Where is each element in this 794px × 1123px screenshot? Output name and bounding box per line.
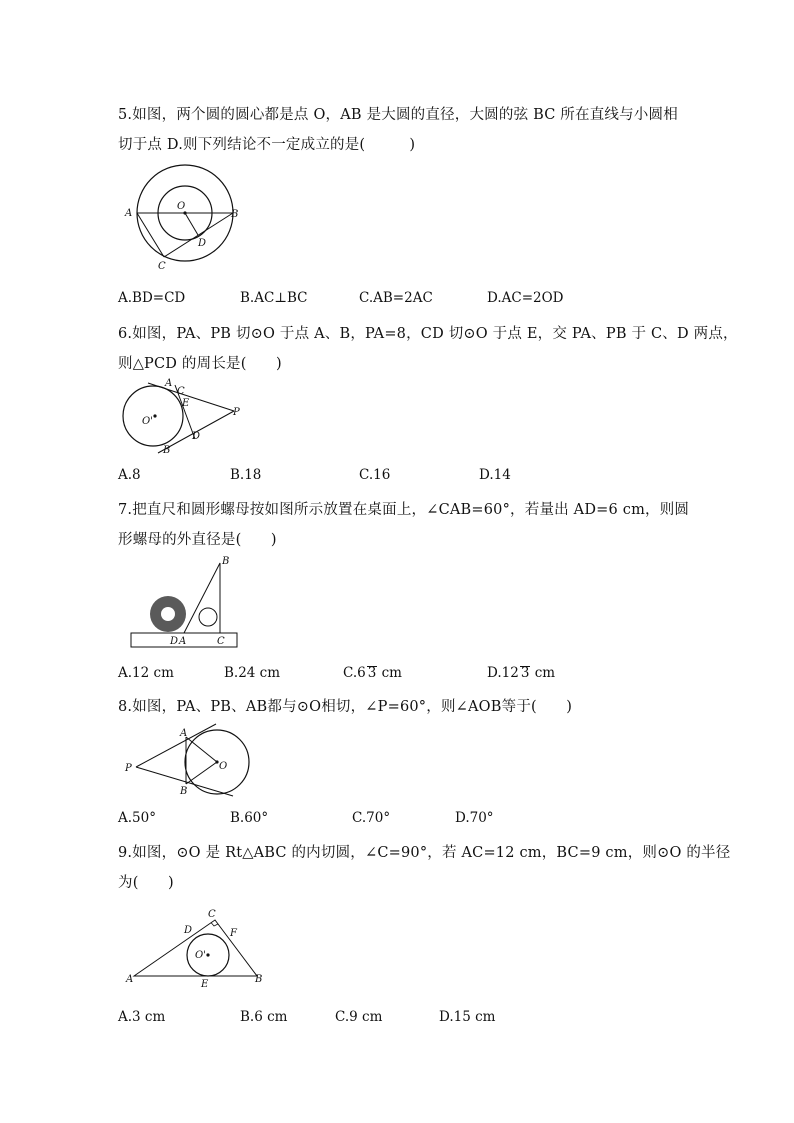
q9-label-c: C: [208, 909, 216, 920]
q6-option-c[interactable]: C.16: [359, 467, 391, 483]
q5-option-a[interactable]: A.BD=CD: [118, 290, 186, 306]
q8-segment-ob: [186, 762, 217, 784]
q9-option-a[interactable]: A.3 cm: [118, 1009, 166, 1025]
q8-option-d[interactable]: D.70°: [455, 810, 494, 826]
q6-label-d: D: [192, 431, 201, 442]
q7-stem-line-1: 7.把直尺和圆形螺母按如图所示放置在桌面上，∠CAB=60°，若量出 AD=6 cm，则圆: [118, 502, 690, 518]
q8-stem-line-1: 8.如图，PA、PB、AB都与⊙O相切，∠P=60°，则∠AOB等于( ): [118, 699, 573, 715]
q5-option-c[interactable]: C.AB=2AC: [359, 290, 433, 306]
q7-option-d-radical: 3: [520, 665, 530, 681]
q9-center-dot: [206, 953, 209, 956]
q9-option-b[interactable]: B.6 cm: [240, 1009, 288, 1025]
q9-label-e: E: [201, 979, 209, 990]
q5-label-o: O: [177, 201, 186, 212]
q6-label-p: P: [233, 407, 240, 418]
q7-label-a: A: [179, 636, 187, 647]
q6-label-a: A: [165, 378, 173, 389]
q6-stem-line-2: 则△PCD 的周长是( ): [118, 356, 282, 372]
q5-chord-ac: [137, 213, 164, 257]
q8-label-p: P: [125, 763, 132, 774]
q5-label-a: A: [125, 208, 133, 219]
q5-option-b[interactable]: B.AC⊥BC: [240, 290, 308, 306]
q8-segment-oa: [186, 737, 217, 762]
q7-option-c-radical: 3: [367, 665, 377, 681]
q8-figure: [118, 722, 258, 802]
q9-label-b: B: [255, 974, 263, 985]
q6-center-dot: [153, 414, 156, 417]
q5-radius-od: [185, 213, 198, 235]
q9-stem-line-2: 为( ): [118, 875, 174, 891]
q8-option-b[interactable]: B.60°: [230, 810, 269, 826]
q9-label-f: F: [230, 928, 237, 939]
q5-figure: [118, 160, 258, 275]
q8-option-c[interactable]: C.70°: [352, 810, 391, 826]
q9-label-a: A: [126, 974, 134, 985]
q5-label-b: B: [231, 209, 239, 220]
q8-label-a: A: [180, 728, 188, 739]
q9-label-o: O': [195, 950, 206, 961]
q6-option-a[interactable]: A.8: [118, 467, 141, 483]
q7-figure: [118, 553, 248, 653]
q9-label-d: D: [184, 925, 193, 936]
q7-option-c[interactable]: C.6 3 cm: [343, 665, 402, 681]
q6-label-e: E: [182, 398, 190, 409]
q8-tangent-pa: [136, 724, 216, 767]
q5-label-c: C: [158, 261, 166, 272]
q6-label-c: C: [177, 386, 185, 397]
q7-option-d[interactable]: D.12 3 cm: [487, 665, 556, 681]
q9-figure: [118, 905, 278, 990]
q5-option-d[interactable]: D.AC=2OD: [487, 290, 564, 306]
q6-circle: [123, 386, 183, 446]
q6-stem-line-1: 6.如图，PA、PB 切⊙O 于点 A、B，PA=8，CD 切⊙O 于点 E，交 PA、PB 于 C、D 两点，: [118, 326, 738, 342]
q8-label-o: O: [219, 761, 228, 772]
q7-small-circle: [199, 608, 217, 626]
q8-option-a[interactable]: A.50°: [118, 810, 156, 826]
q7-option-b[interactable]: B.24 cm: [224, 665, 281, 681]
q6-option-d[interactable]: D.14: [479, 467, 511, 483]
q5-label-d: D: [198, 238, 207, 249]
q9-stem-line-1: 9.如图，⊙O 是 Rt△ABC 的内切圆，∠C=90°，若 AC=12 cm，BC=9 cm，则⊙O 的半径: [118, 845, 731, 861]
q7-nut-hole: [161, 607, 175, 621]
q6-label-b: B: [163, 445, 171, 456]
q5-chord-bc: [164, 213, 233, 257]
q9-triangle: [134, 920, 257, 976]
q7-option-a[interactable]: A.12 cm: [118, 665, 174, 681]
q8-label-b: B: [180, 786, 188, 797]
q6-label-o: O': [142, 416, 153, 427]
q7-label-d: D: [170, 636, 179, 647]
q6-figure: [118, 373, 258, 458]
q7-label-c: C: [217, 636, 225, 647]
q9-option-c[interactable]: C.9 cm: [335, 1009, 383, 1025]
q6-option-b[interactable]: B.18: [230, 467, 262, 483]
q7-label-b: B: [222, 556, 230, 567]
q6-tangent-pa: [148, 383, 234, 411]
q7-stem-line-2: 形螺母的外直径是( ): [118, 532, 277, 548]
q5-stem-line-2: 切于点 D.则下列结论不一定成立的是( ): [118, 137, 416, 153]
q9-option-d[interactable]: D.15 cm: [439, 1009, 496, 1025]
q5-stem-line-1: 5.如图，两个圆的圆心都是点 O，AB 是大圆的直径，大圆的弦 BC 所在直线与小圆相: [118, 107, 678, 123]
